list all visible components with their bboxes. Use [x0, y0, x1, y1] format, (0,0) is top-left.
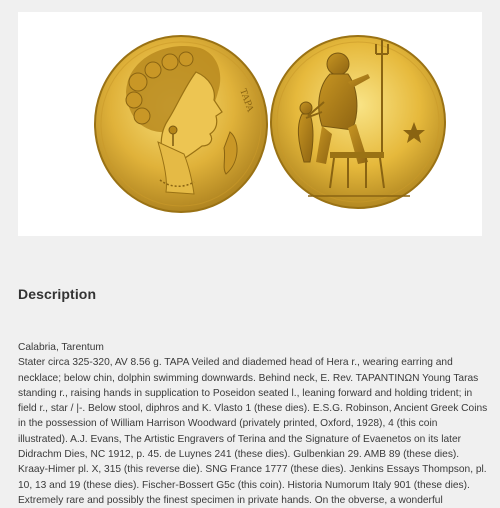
- description-heading: Description: [18, 286, 97, 302]
- description-body: Stater circa 325-320, AV 8.56 g. TAPA Veiled and diademed head of Hera r., wearing earring and necklace; below chin, dolphin swimming downwards. Behind neck, E. Rev. TAPANTINΩN Young Taras standing r., raising hands in supplication to Poseidon seated l., leaning forward and holding trident; in field r., star / |-. Below stool, diphros and K. Vlasto 1 (these dies). E.S.G. Robinson, Ancient Greek Coins in the possession of William Harrison Woodward (privately printed, Oxford, 1928), 4 (this coin illustrated). A.J. Evans, The Artistic Engravers of Terina and the Signature of Evaenetos on its later Didrachm Dies, NC 1912, p. 45. de Luynes 241 (these dies). Gulbenkian 29. AMB 89 (these dies). Kraay-Himer pl. X, 315 (this reverse die). SNG France 1777 (these dies). Jenkins Essays Thompson, pl. 10, 13 and 19 (these dies). Fischer-Bossert G5c (this coin). Historia Numorum Italy 901 (these dies).: [18, 357, 488, 491]
- description-section: [18, 286, 488, 508]
- coin-image-panel: [18, 12, 482, 236]
- coin-obverse: [95, 36, 267, 212]
- coin-reverse: [271, 36, 445, 208]
- coin-photo: [18, 12, 482, 236]
- description-note: Extremely rare and possibly the finest specimen in private hands. On the obverse, a wonderful: [18, 494, 443, 506]
- description-location: Calabria, Tarentum: [18, 342, 104, 353]
- svg-text:TAPA: TAPA: [237, 87, 255, 114]
